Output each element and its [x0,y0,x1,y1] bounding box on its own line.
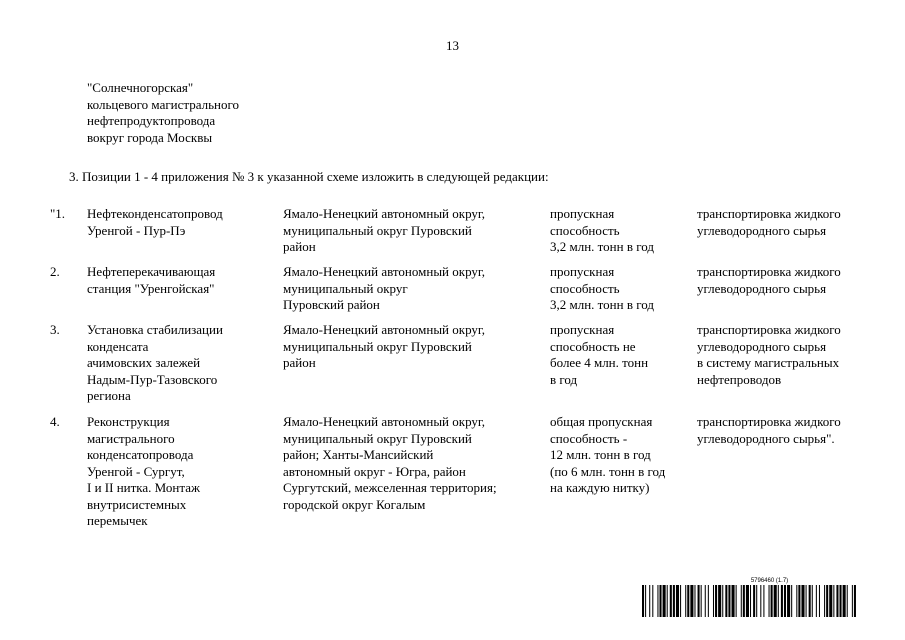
barcode-bars [642,585,857,617]
object-name: Реконструкция магистрального конденсатопровода Уренгой - Сургут, I и II нитка. Монтаж внутрисистемных перемычек [87,414,200,528]
barcode-bar [657,585,658,617]
heading-lines [87,80,239,146]
barcode-bar [796,585,797,617]
barcode-bar [798,585,800,617]
barcode-bar [725,585,727,617]
heading-line: вокруг города Москвы [87,129,213,145]
barcode-bar [718,585,721,617]
object-purpose: транспортировка жидкого углеводородного сырья [697,264,841,296]
barcode-bar [760,585,761,617]
row-number: 3. [50,322,60,337]
barcode-bar [806,585,807,617]
row-number: "1. [50,206,66,221]
barcode-bar [750,585,751,617]
barcode-bar [705,585,706,617]
barcode-bar [728,585,730,617]
object-name: Нефтеперекачивающая станция "Уренгойская" [87,264,216,296]
barcode-bar [809,585,811,617]
barcode-bar [753,585,755,617]
barcode-bar [642,585,644,617]
barcode-bar [663,585,666,617]
barcode-bar [659,585,661,617]
barcode-bar [652,585,653,617]
barcode-bar [781,585,783,617]
barcode [642,578,857,617]
object-purpose: транспортировка жидкого углеводородного сырья". [697,414,841,446]
barcode-bar [722,585,723,617]
barcode-bar [756,585,757,617]
barcode-bar [743,585,745,617]
object-purpose: транспортировка жидкого углеводородного сырья в систему магистральных нефтепроводов [697,322,841,387]
barcode-bar [769,585,770,617]
barcode-bar [645,585,646,617]
barcode-bar [732,585,735,617]
object-purpose: транспортировка жидкого углеводородного сырья [697,206,841,238]
barcode-bar [840,585,842,617]
barcode-bar [843,585,846,617]
barcode-bar [787,585,790,617]
barcode-bar [833,585,834,617]
object-capacity: пропускная способность 3,2 млн. тонн в год [550,206,654,254]
barcode-bar [741,585,742,617]
object-capacity: пропускная способность 3,2 млн. тонн в год [550,264,654,312]
barcode-bar [826,585,828,617]
barcode-bar [680,585,681,617]
barcode-bar [690,585,693,617]
barcode-bar [715,585,717,617]
object-name: Установка стабилизации конденсата ачимовских залежей Надым-Пур-Тазовского региона [87,322,223,403]
barcode-bar [854,585,856,617]
barcode-bar [819,585,820,617]
barcode-bar [801,585,804,617]
barcode-bar [687,585,689,617]
barcode-bar [701,585,702,617]
object-capacity: общая пропускная способность - 12 млн. тонн в год (по 6 млн. тонн в год на каждую нитку) [550,414,666,495]
barcode-bar [694,585,695,617]
object-location: Ямало-Ненецкий автономный округ, муниципальный округ Пуровский район [283,206,486,254]
barcode-bar [713,585,714,617]
barcode-bar [791,585,792,617]
barcode-bar [667,585,668,617]
barcode-bar [763,585,764,617]
barcode-bar [784,585,786,617]
barcode-bar [708,585,709,617]
object-capacity: пропускная способность не более 4 млн. тонн в год [550,322,649,387]
barcode-bar [852,585,853,617]
barcode-bar [812,585,813,617]
barcode-bar [649,585,650,617]
barcode-bar [698,585,700,617]
heading-line: "Солнечногорская" [87,80,194,95]
barcode-bar [736,585,737,617]
barcode-bar [836,585,838,617]
barcode-bar [673,585,675,617]
barcode-bar [816,585,817,617]
object-name: Нефтеконденсатопровод Уренгой - Пур-Пэ [87,206,223,238]
object-location: Ямало-Ненецкий автономный округ, муниципальный округ Пуровский район [283,322,486,370]
barcode-bar [847,585,848,617]
barcode-bar [685,585,686,617]
barcode-bar [670,585,672,617]
barcode-bar [829,585,832,617]
barcode-bar [824,585,825,617]
intro-paragraph: 3. Позиции 1 - 4 приложения № 3 к указанной схеме изложить в следующей редакции: [69,169,549,184]
barcode-bar [746,585,749,617]
barcode-bar [771,585,773,617]
object-location: Ямало-Ненецкий автономный округ, муниципальный округ Пуровский район [283,264,486,312]
barcode-code: 5796460 (1.7) [750,578,789,584]
barcode-bar [778,585,779,617]
barcode-bar [774,585,777,617]
barcode-bar [676,585,679,617]
row-number: 2. [50,264,60,279]
heading-line: нефтепродуктопровода [87,113,216,128]
object-location: Ямало-Ненецкий автономный округ, муниципальный округ Пуровский район; Ханты-Мансийский автономный округ - Югра, район Сургутский, межселенная территория; городской округ Когалым [283,414,497,512]
heading-line: кольцевого магистрального [87,96,240,112]
page-number: 13 [446,38,459,53]
row-number: 4. [50,414,60,429]
